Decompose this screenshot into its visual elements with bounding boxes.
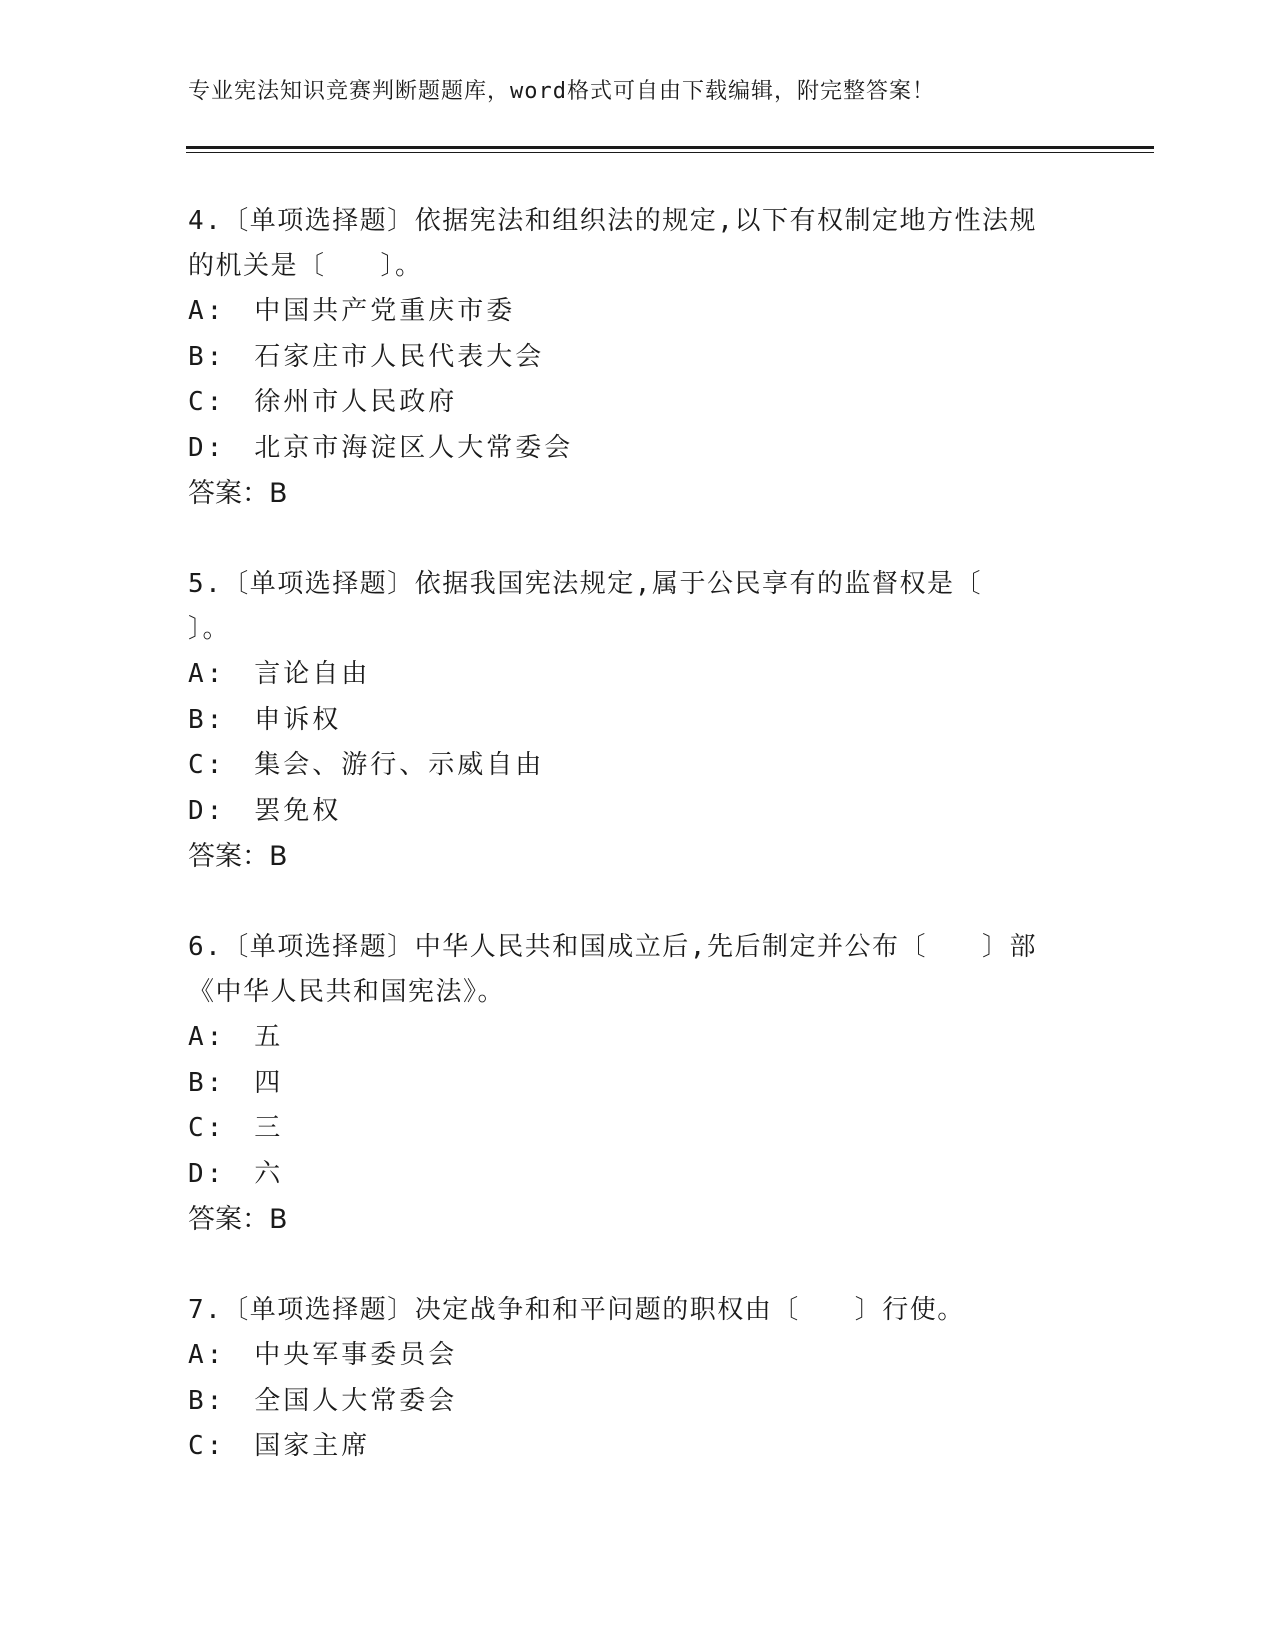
answer: 答案：B	[188, 1204, 288, 1235]
option-a: A: 言论自由	[188, 659, 371, 689]
option-c: C: 三	[188, 1113, 284, 1143]
question-6	[188, 925, 1088, 1243]
option-b: B: 四	[188, 1067, 284, 1098]
option-c: C: 集会、游行、示威自由	[188, 750, 545, 780]
option-c: C: 国家主席	[188, 1431, 371, 1461]
question-stem-line: 5.〔单项选择题〕依据我国宪法规定,属于公民享有的监督权是〔	[188, 569, 982, 599]
question-stem-line: 的机关是〔 〕。	[188, 251, 423, 281]
question-stem-line: 〕。	[188, 614, 231, 644]
option-b: B: 申诉权	[188, 704, 342, 735]
option-d: D: 北京市海淀区人大常委会	[188, 432, 574, 463]
option-a: A: 中央军事委员会	[188, 1340, 458, 1370]
question-5	[188, 562, 1088, 880]
question-stem-line: 4.〔单项选择题〕依据宪法和组织法的规定,以下有权制定地方性法规	[188, 206, 1037, 236]
option-a: A: 中国共产党重庆市委	[188, 296, 516, 326]
answer: 答案：B	[188, 841, 288, 872]
question-4	[188, 199, 1088, 517]
question-7	[188, 1288, 1088, 1470]
option-b: B: 石家庄市人民代表大会	[188, 341, 545, 372]
document-header: 专业宪法知识竞赛判断题题库，word格式可自由下载编辑，附完整答案！	[188, 79, 935, 104]
header-divider-thick	[186, 146, 1154, 149]
question-stem-line: 《中华人民共和国宪法》。	[188, 977, 506, 1007]
option-d: D: 罢免权	[188, 795, 342, 826]
option-c: C: 徐州市人民政府	[188, 387, 458, 417]
question-stem-line: 6.〔单项选择题〕中华人民共和国成立后,先后制定并公布〔 〕部	[188, 932, 1037, 962]
answer: 答案：B	[188, 478, 288, 509]
header-divider-thin	[186, 152, 1154, 153]
option-a: A: 五	[188, 1022, 284, 1052]
question-stem-line: 7.〔单项选择题〕决定战争和和平问题的职权由〔 〕行使。	[188, 1295, 965, 1325]
option-b: B: 全国人大常委会	[188, 1385, 458, 1416]
option-d: D: 六	[188, 1158, 284, 1189]
